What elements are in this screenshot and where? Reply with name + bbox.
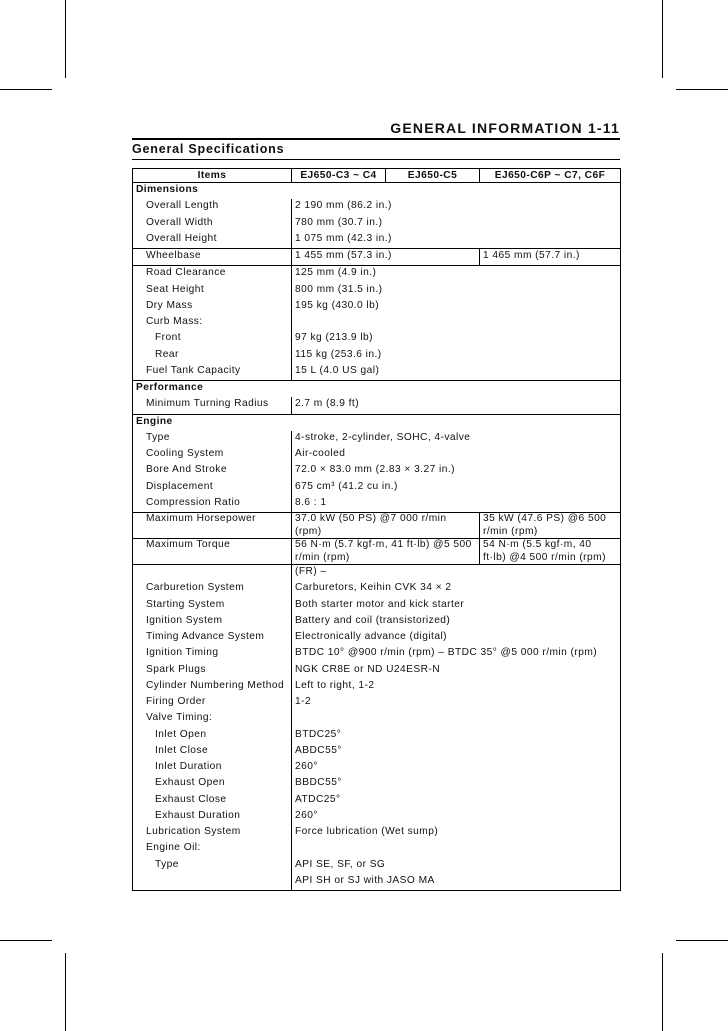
row-value: ABDC55° bbox=[292, 744, 621, 760]
table-row bbox=[133, 480, 621, 496]
row-value: Left to right, 1-2 bbox=[292, 679, 621, 695]
crop-mark-top-left-vertical bbox=[65, 0, 66, 78]
row-value: NGK CR8E or ND U24ESR-N bbox=[292, 663, 621, 679]
table-row bbox=[133, 283, 621, 299]
table-row bbox=[133, 630, 621, 646]
page-header-title: GENERAL INFORMATION 1-11 bbox=[390, 120, 620, 136]
row-value-empty bbox=[292, 841, 621, 857]
row-value: Both starter motor and kick starter bbox=[292, 598, 621, 614]
row-value: BTDC25° bbox=[292, 728, 621, 744]
row-value: 8.6 : 1 bbox=[292, 496, 621, 513]
row-value: Battery and coil (transistorized) bbox=[292, 614, 621, 630]
crop-mark-bottom-left-horizontal bbox=[0, 940, 52, 941]
row-label: Curb Mass: bbox=[133, 315, 292, 331]
row-label: Inlet Open bbox=[133, 728, 292, 744]
row-label: Firing Order bbox=[133, 695, 292, 711]
col-header-c3-c4: EJ650-C3 ~ C4 bbox=[292, 169, 386, 183]
row-value: 1 455 mm (57.3 in.) bbox=[292, 249, 480, 266]
section-rule bbox=[132, 159, 620, 160]
row-value: 4-stroke, 2-cylinder, SOHC, 4-valve bbox=[292, 431, 621, 447]
row-label: Engine Oil: bbox=[133, 841, 292, 857]
table-row bbox=[133, 809, 621, 825]
table-row bbox=[133, 793, 621, 809]
table-row bbox=[133, 447, 621, 463]
row-label: Overall Length bbox=[133, 199, 292, 215]
row-label: Exhaust Close bbox=[133, 793, 292, 809]
table-row bbox=[133, 364, 621, 381]
table-row bbox=[133, 199, 621, 215]
category-label: Engine bbox=[133, 414, 621, 431]
crop-mark-bottom-left-vertical bbox=[65, 953, 66, 1031]
table-row bbox=[133, 249, 621, 266]
table-row bbox=[133, 348, 621, 364]
col-header-c5: EJ650-C5 bbox=[386, 169, 480, 183]
row-label: Minimum Turning Radius bbox=[133, 397, 292, 414]
category-row bbox=[133, 381, 621, 398]
row-value: 115 kg (253.6 in.) bbox=[292, 348, 621, 364]
table-row bbox=[133, 299, 621, 315]
table-row bbox=[133, 581, 621, 597]
row-value: 800 mm (31.5 in.) bbox=[292, 283, 621, 299]
row-label: Maximum Horsepower bbox=[133, 513, 292, 539]
row-label: Maximum Torque bbox=[133, 539, 292, 565]
row-label: Front bbox=[133, 331, 292, 347]
row-label: Exhaust Duration bbox=[133, 809, 292, 825]
row-value: Electronically advance (digital) bbox=[292, 630, 621, 646]
row-value-empty bbox=[292, 711, 621, 727]
row-value: 2 190 mm (86.2 in.) bbox=[292, 199, 621, 215]
table-row bbox=[133, 711, 621, 727]
row-label: Overall Width bbox=[133, 216, 292, 232]
row-value: 56 N·m (5.7 kgf·m, 41 ft·lb) @5 500 r/min (rpm) bbox=[292, 539, 480, 565]
header-rule bbox=[132, 138, 620, 140]
row-value: 1 075 mm (42.3 in.) bbox=[292, 232, 621, 249]
table-row bbox=[133, 825, 621, 841]
row-label: Type bbox=[133, 431, 292, 447]
row-label: Ignition System bbox=[133, 614, 292, 630]
table-row bbox=[133, 776, 621, 792]
crop-mark-bottom-right-horizontal bbox=[676, 940, 728, 941]
table-header-row bbox=[133, 169, 621, 183]
row-label: Compression Ratio bbox=[133, 496, 292, 513]
row-value: Air-cooled bbox=[292, 447, 621, 463]
row-label: Wheelbase bbox=[133, 249, 292, 266]
category-label: Dimensions bbox=[133, 183, 621, 200]
row-label: Type bbox=[133, 858, 292, 874]
row-value: 72.0 × 83.0 mm (2.83 × 3.27 in.) bbox=[292, 463, 621, 479]
row-label: Dry Mass bbox=[133, 299, 292, 315]
row-value: 195 kg (430.0 lb) bbox=[292, 299, 621, 315]
table-row bbox=[133, 397, 621, 414]
table-row bbox=[133, 266, 621, 283]
table-row bbox=[133, 331, 621, 347]
table-row bbox=[133, 539, 621, 565]
row-value: API SE, SF, or SG bbox=[292, 858, 621, 874]
row-value: (FR) – bbox=[292, 565, 621, 582]
col-header-c6p-c7: EJ650-C6P ~ C7, C6F bbox=[480, 169, 621, 183]
row-value: 37.0 kW (50 PS) @7 000 r/min (rpm) bbox=[292, 513, 480, 539]
row-value: ATDC25° bbox=[292, 793, 621, 809]
row-label: Carburetion System bbox=[133, 581, 292, 597]
table-row bbox=[133, 598, 621, 614]
category-row bbox=[133, 183, 621, 200]
table-row bbox=[133, 695, 621, 711]
table-row bbox=[133, 614, 621, 630]
row-value: BTDC 10° @900 r/min (rpm) – BTDC 35° @5 000 r/min (rpm) bbox=[292, 646, 621, 662]
section-title: General Specifications bbox=[132, 142, 285, 156]
row-label: Spark Plugs bbox=[133, 663, 292, 679]
table-row bbox=[133, 874, 621, 891]
crop-mark-top-left-horizontal bbox=[0, 89, 52, 90]
row-value-empty bbox=[292, 315, 621, 331]
row-value: 780 mm (30.7 in.) bbox=[292, 216, 621, 232]
row-label: Displacement bbox=[133, 480, 292, 496]
row-value: 2.7 m (8.9 ft) bbox=[292, 397, 621, 414]
row-value: 260° bbox=[292, 760, 621, 776]
row-label: Rear bbox=[133, 348, 292, 364]
table-row bbox=[133, 728, 621, 744]
row-label: Road Clearance bbox=[133, 266, 292, 283]
table-row bbox=[133, 679, 621, 695]
row-value: Force lubrication (Wet sump) bbox=[292, 825, 621, 841]
row-value: 1-2 bbox=[292, 695, 621, 711]
table-row bbox=[133, 744, 621, 760]
col-header-items: Items bbox=[133, 169, 292, 183]
row-label: Timing Advance System bbox=[133, 630, 292, 646]
row-value-c6: 1 465 mm (57.7 in.) bbox=[480, 249, 621, 266]
row-label: Valve Timing: bbox=[133, 711, 292, 727]
table-row bbox=[133, 315, 621, 331]
crop-mark-top-right-vertical bbox=[662, 0, 663, 78]
row-value-c6: 35 kW (47.6 PS) @6 500 r/min (rpm) bbox=[480, 513, 621, 539]
row-label: Bore And Stroke bbox=[133, 463, 292, 479]
row-label: Exhaust Open bbox=[133, 776, 292, 792]
row-label: Inlet Close bbox=[133, 744, 292, 760]
table-row bbox=[133, 496, 621, 513]
table-row bbox=[133, 431, 621, 447]
row-label: Cooling System bbox=[133, 447, 292, 463]
table-row bbox=[133, 232, 621, 249]
row-label: Inlet Duration bbox=[133, 760, 292, 776]
row-label: Overall Height bbox=[133, 232, 292, 249]
table-row bbox=[133, 858, 621, 874]
row-value: 15 L (4.0 US gal) bbox=[292, 364, 621, 381]
row-value: Carburetors, Keihin CVK 34 × 2 bbox=[292, 581, 621, 597]
row-label: Cylinder Numbering Method bbox=[133, 679, 292, 695]
table-row bbox=[133, 463, 621, 479]
row-label: Ignition Timing bbox=[133, 646, 292, 662]
row-value-c6: 54 N·m (5.5 kgf·m, 40 ft·lb) @4 500 r/min (rpm) bbox=[480, 539, 621, 565]
row-label: Starting System bbox=[133, 598, 292, 614]
row-value: 125 mm (4.9 in.) bbox=[292, 266, 621, 283]
row-value: API SH or SJ with JASO MA bbox=[292, 874, 621, 891]
category-label: Performance bbox=[133, 381, 621, 398]
category-row bbox=[133, 414, 621, 431]
row-label-empty bbox=[133, 565, 292, 582]
spec-table bbox=[132, 168, 621, 891]
row-label: Seat Height bbox=[133, 283, 292, 299]
table-row bbox=[133, 565, 621, 582]
row-label: Lubrication System bbox=[133, 825, 292, 841]
table-row bbox=[133, 841, 621, 857]
row-value: BBDC55° bbox=[292, 776, 621, 792]
row-value: 97 kg (213.9 lb) bbox=[292, 331, 621, 347]
table-row bbox=[133, 646, 621, 662]
row-label: Fuel Tank Capacity bbox=[133, 364, 292, 381]
table-row bbox=[133, 513, 621, 539]
crop-mark-top-right-horizontal bbox=[676, 89, 728, 90]
row-value: 260° bbox=[292, 809, 621, 825]
row-value: 675 cm³ (41.2 cu in.) bbox=[292, 480, 621, 496]
table-row bbox=[133, 760, 621, 776]
table-row bbox=[133, 663, 621, 679]
table-row bbox=[133, 216, 621, 232]
crop-mark-bottom-right-vertical bbox=[662, 953, 663, 1031]
row-label-empty bbox=[133, 874, 292, 891]
